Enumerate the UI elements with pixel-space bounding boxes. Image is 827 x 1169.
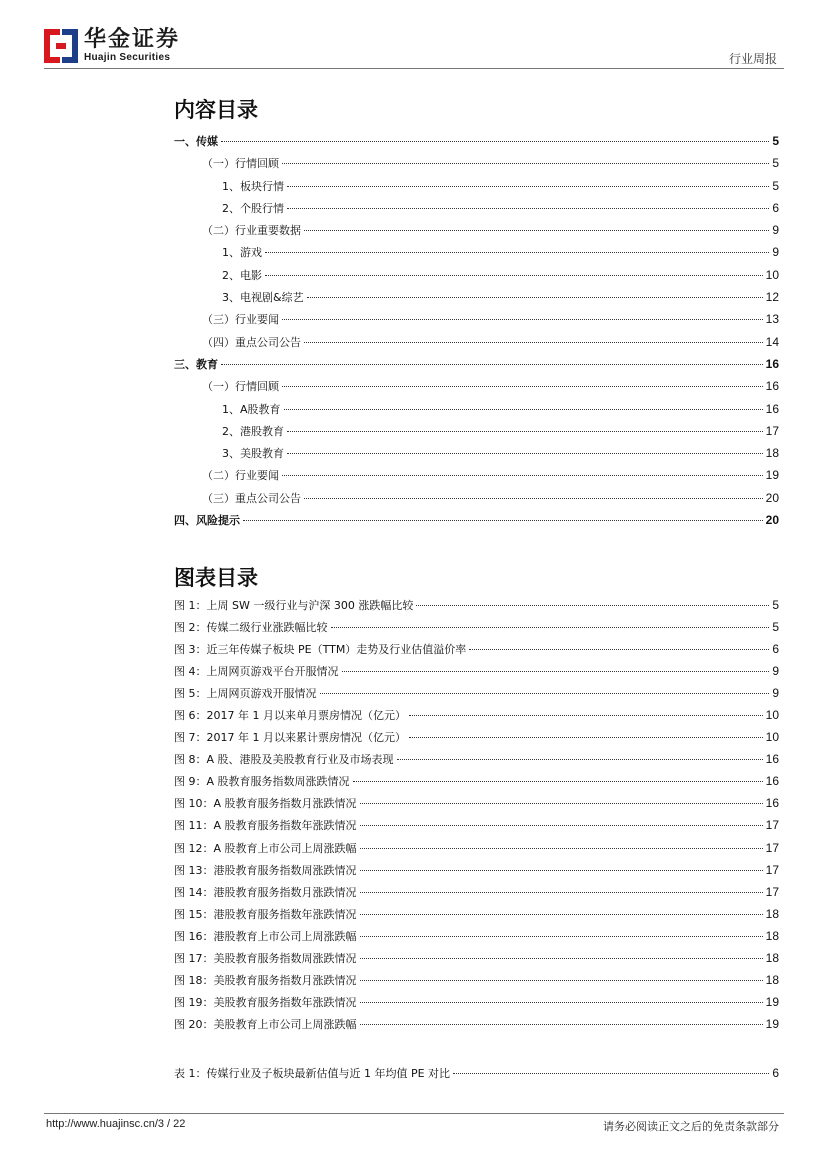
entry-page-number: 5 [772,156,779,171]
entry-page-number: 10 [765,708,779,723]
entry-label: 1、游戏 [222,246,262,260]
dot-leader [469,649,769,650]
entry-label: 图 10：A 股教育服务指数月涨跌情况 [174,797,357,811]
contents-entry[interactable] [174,424,779,446]
entry-label: 图 19：美股教育服务指数年涨跌情况 [174,995,357,1009]
entry-page-number: 9 [772,245,779,260]
entry-page-number: 17 [765,818,779,833]
entry-label: 图 11：A 股教育服务指数年涨跌情况 [174,819,357,833]
entry-page-number: 17 [765,423,779,438]
dot-leader [360,870,763,871]
entry-page-number: 16 [765,796,779,811]
dot-leader [304,230,769,231]
figure-entry[interactable] [174,796,779,818]
entry-page-number: 5 [772,598,779,612]
entry-label: 图 2：传媒二级行业涨跌幅比较 [174,621,328,635]
dot-leader [360,936,763,937]
entry-label: 图 5：上周网页游戏开服情况 [174,687,317,701]
dot-leader [287,208,769,209]
dot-leader [331,627,770,628]
entry-page-number: 9 [772,223,779,238]
figures-list [174,598,779,1039]
contents-entry[interactable] [174,245,779,267]
contents-title: 内容目录 [174,98,258,122]
dot-leader [221,141,769,142]
dot-leader [282,163,769,164]
dot-leader [287,186,769,187]
entry-label: （二）行业重要数据 [202,224,301,238]
figure-entry[interactable] [174,730,779,752]
entry-label: 四、风险提示 [174,514,240,528]
dot-leader [409,737,763,738]
dot-leader [360,825,763,826]
entry-label: 一、传媒 [174,135,218,148]
dot-leader [282,319,763,320]
tables-list [174,1066,779,1088]
entry-page-number: 13 [765,312,779,327]
entry-label: 图 6：2017 年 1 月以来单月票房情况（亿元） [174,709,406,723]
entry-label: 3、电视剧&综艺 [222,291,304,305]
entry-label: （三）行业要闻 [202,313,279,327]
footer-url-page[interactable]: http://www.huajinsc.cn/3 / 22 [46,1118,186,1130]
figure-entry[interactable] [174,598,779,620]
entry-label: 1、A股教育 [222,402,281,416]
entry-label: 2、电影 [222,268,262,282]
contents-entry[interactable] [174,468,779,490]
entry-label: （三）重点公司公告 [202,491,301,505]
dot-leader [221,364,763,365]
figure-entry[interactable] [174,951,779,973]
entry-page-number: 20 [765,490,779,505]
entry-label: 表 1：传媒行业及子板块最新估值与近 1 年均值 PE 对比 [174,1067,451,1080]
entry-page-number: 16 [765,774,779,789]
entry-page-number: 16 [765,356,779,371]
entry-page-number: 14 [765,334,779,349]
entry-label: 3、美股教育 [222,447,284,461]
entry-page-number: 19 [765,994,779,1009]
entry-page-number: 10 [765,730,779,745]
entry-page-number: 16 [765,752,779,767]
entry-label: 图 17：美股教育服务指数周涨跌情况 [174,951,357,965]
entry-label: 2、个股行情 [222,201,284,215]
contents-entry[interactable] [174,513,779,535]
entry-label: （一）行情回顾 [202,380,279,394]
entry-page-number: 5 [772,178,779,193]
dot-leader [416,605,769,606]
contents-list [174,134,779,535]
dot-leader [284,409,763,410]
page-header [0,0,827,72]
figure-entry[interactable] [174,708,779,730]
contents-entry[interactable] [174,156,779,178]
figure-entry[interactable] [174,1017,779,1039]
entry-page-number: 18 [765,950,779,965]
contents-entry[interactable] [174,223,779,245]
entry-page-number: 6 [772,200,779,215]
entry-page-number: 9 [772,686,779,701]
table-entry[interactable] [174,1066,779,1088]
dot-leader [265,252,769,253]
header-divider [44,68,784,69]
dot-leader [287,453,763,454]
figure-entry[interactable] [174,841,779,863]
figures-title: 图表目录 [174,566,258,590]
entry-label: 图 4：上周网页游戏平台开服情况 [174,665,339,679]
footer-divider [44,1113,784,1114]
figure-entry[interactable] [174,686,779,708]
figure-entry[interactable] [174,642,779,664]
contents-entry[interactable] [174,402,779,424]
figure-entry[interactable] [174,664,779,686]
entry-page-number: 6 [772,642,779,657]
entry-page-number: 16 [765,379,779,394]
figure-entry[interactable] [174,995,779,1017]
entry-page-number: 20 [765,513,779,528]
contents-entry[interactable] [174,335,779,357]
entry-label: 图 15：港股教育服务指数年涨跌情况 [174,907,357,921]
dot-leader [453,1073,769,1074]
dot-leader [243,520,763,521]
entry-label: 图 20：美股教育上市公司上周涨跌幅 [174,1017,357,1031]
entry-label: 图 12：A 股教育上市公司上周涨跌幅 [174,841,357,855]
entry-page-number: 18 [765,972,779,987]
entry-page-number: 17 [765,884,779,899]
entry-label: 1、板块行情 [222,179,284,193]
figure-entry[interactable] [174,774,779,796]
entry-page-number: 6 [772,1066,779,1080]
dot-leader [265,275,763,276]
figure-entry[interactable] [174,818,779,840]
entry-label: 图 13：港股教育服务指数周涨跌情况 [174,863,357,877]
entry-label: 2、港股教育 [222,424,284,438]
entry-label: （二）行业要闻 [202,469,279,483]
entry-label: （四）重点公司公告 [202,335,301,349]
contents-entry[interactable] [174,491,779,513]
dot-leader [360,980,763,981]
entry-label: 图 14：港股教育服务指数月涨跌情况 [174,885,357,899]
entry-label: 图 16：港股教育上市公司上周涨跌幅 [174,929,357,943]
entry-label: 图 18：美股教育服务指数月涨跌情况 [174,973,357,987]
entry-label: 图 9：A 股教育服务指数周涨跌情况 [174,775,350,789]
figure-entry[interactable] [174,620,779,642]
dot-leader [342,671,770,672]
contents-entry[interactable] [174,290,779,312]
dot-leader [360,1024,763,1025]
figure-entry[interactable] [174,863,779,885]
contents-entry[interactable] [174,179,779,201]
dot-leader [353,781,763,782]
dot-leader [360,914,763,915]
entry-page-number: 5 [772,620,779,635]
entry-page-number: 9 [772,664,779,679]
contents-entry[interactable] [174,357,779,379]
dot-leader [282,386,763,387]
dot-leader [304,498,763,499]
dot-leader [320,693,770,694]
entry-label: 图 7：2017 年 1 月以来累计票房情况（亿元） [174,731,406,745]
entry-page-number: 17 [765,840,779,855]
entry-label: （一）行情回顾 [202,157,279,171]
document-type: 行业周报 [728,52,777,66]
entry-label: 三、教育 [174,357,218,371]
logo-english-name: Huajin Securities [84,52,171,63]
entry-page-number: 18 [765,928,779,943]
dot-leader [397,759,763,760]
contents-entry[interactable] [174,312,779,334]
contents-entry[interactable] [174,134,779,156]
figure-entry[interactable] [174,885,779,907]
dot-leader [304,342,763,343]
entry-page-number: 19 [765,1016,779,1031]
entry-page-number: 18 [765,446,779,461]
contents-entry[interactable] [174,268,779,290]
figure-entry[interactable] [174,752,779,774]
dot-leader [360,892,763,893]
dot-leader [360,848,763,849]
dot-leader [360,1002,763,1003]
figure-entry[interactable] [174,929,779,951]
entry-label: 图 8：A 股、港股及美股教育行业及市场表现 [174,753,394,767]
logo-chinese-name: 华金证券 [84,27,181,52]
figure-entry[interactable] [174,973,779,995]
figure-entry[interactable] [174,907,779,929]
entry-page-number: 5 [772,134,779,148]
dot-leader [287,431,763,432]
entry-label: 图 3：近三年传媒子板块 PE（TTM）走势及行业估值溢价率 [174,643,467,657]
entry-page-number: 12 [765,290,779,305]
logo-mark-icon [44,29,78,63]
dot-leader [409,715,763,716]
dot-leader [360,958,763,959]
contents-entry[interactable] [174,446,779,468]
entry-page-number: 18 [765,906,779,921]
company-logo[interactable] [44,28,180,63]
dot-leader [307,297,763,298]
footer-disclaimer: 请务必阅读正文之后的免责条款部分 [603,1120,779,1133]
contents-entry[interactable] [174,379,779,401]
entry-page-number: 17 [765,862,779,877]
contents-entry[interactable] [174,201,779,223]
entry-page-number: 19 [765,468,779,483]
dot-leader [282,475,763,476]
entry-page-number: 10 [765,267,779,282]
dot-leader [360,803,763,804]
entry-page-number: 16 [765,401,779,416]
entry-label: 图 1：上周 SW 一级行业与沪深 300 涨跌幅比较 [174,599,414,612]
